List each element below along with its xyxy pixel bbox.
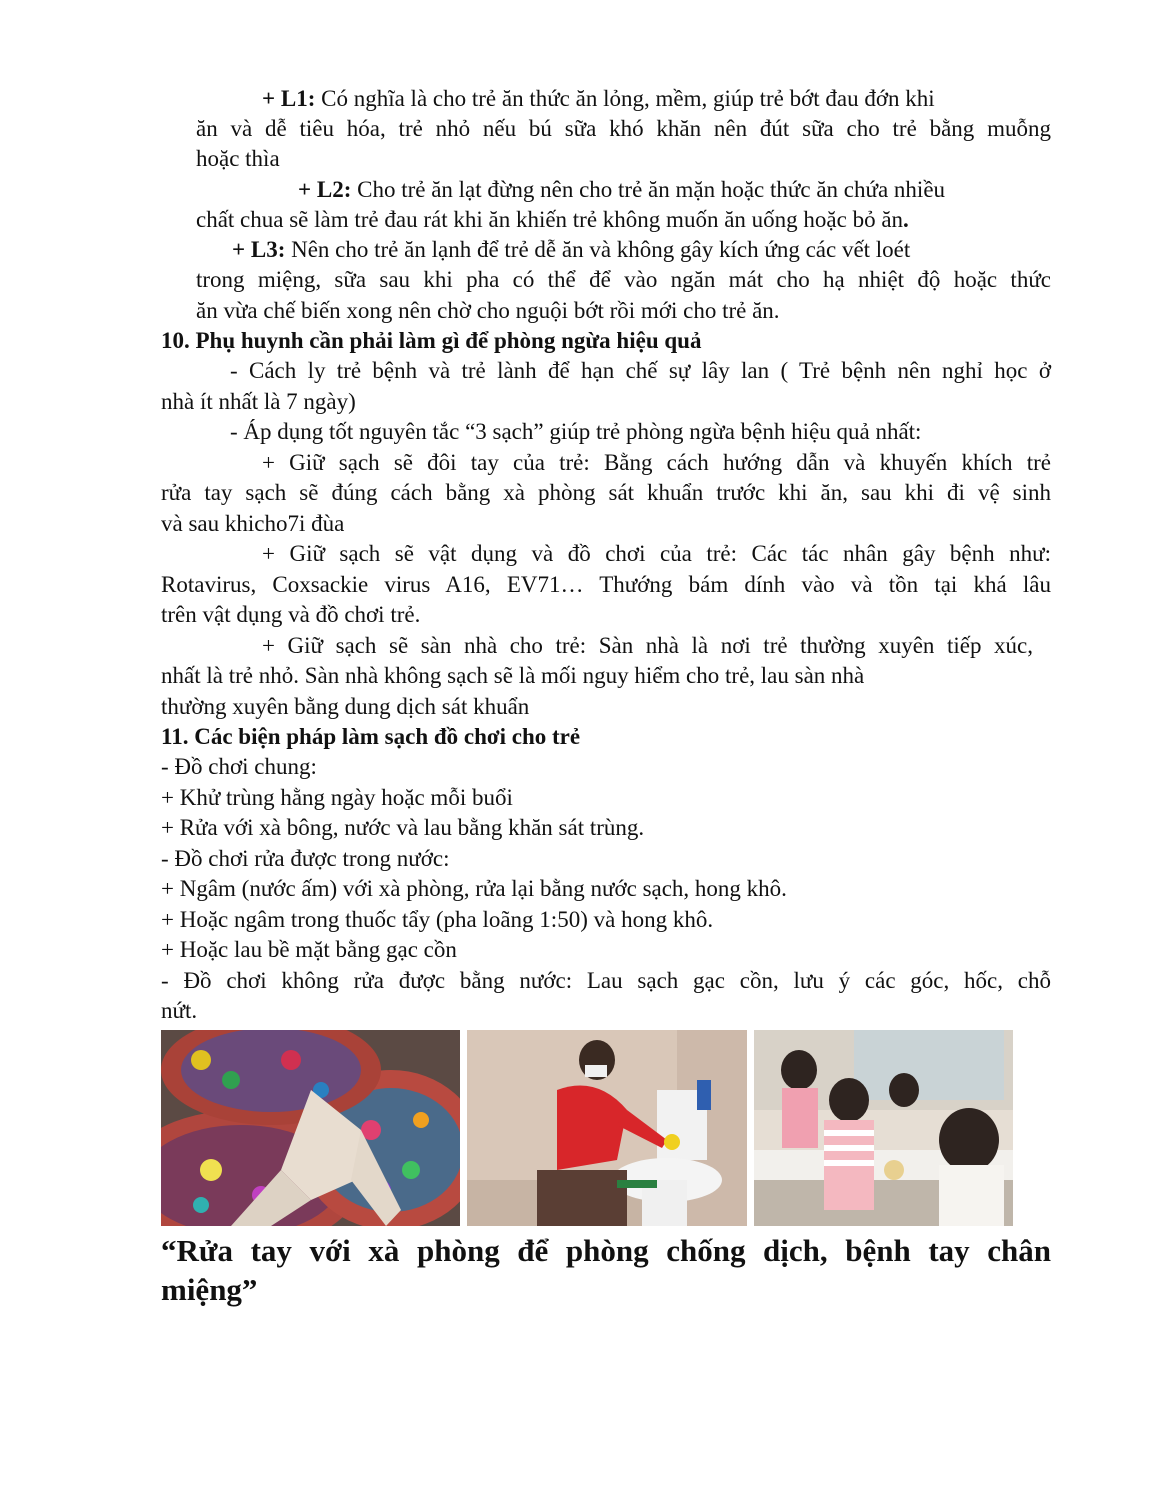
section-10-heading: 10. Phụ huynh cần phải làm gì để phòng ngừa hiệu quả bbox=[161, 328, 702, 353]
l3-line-3: ăn vừa chế biến xong nên chờ cho nguội bớt rồi mới cho trẻ ăn. bbox=[196, 298, 780, 323]
s10-p3-line-3: và sau khicho7i đùa bbox=[161, 511, 345, 536]
l2-line-1: + L2: Cho trẻ ăn lạt đừng nên cho trẻ ăn mặn hoặc thức ăn chứa nhiều bbox=[298, 177, 946, 202]
s10-p1-line-1: - Cách ly trẻ bệnh và trẻ lành để hạn chế sự lây lan ( Trẻ bệnh nên nghỉ học ở bbox=[230, 358, 1051, 383]
section-11-heading: 11. Các biện pháp làm sạch đồ chơi cho trẻ bbox=[161, 724, 581, 749]
l1-line-3: hoặc thìa bbox=[196, 146, 280, 171]
s11-line: + Rửa với xà bông, nước và lau bằng khăn sát trùng. bbox=[161, 815, 645, 840]
s10-p4-line-3: trên vật dụng và đồ chơi trẻ. bbox=[161, 602, 421, 627]
toy-washing-photo bbox=[161, 1030, 460, 1226]
s11-line: + Hoặc ngâm trong thuốc tẩy (pha loãng 1:50) và hong khô. bbox=[161, 907, 714, 932]
toilet-cleaning-photo bbox=[467, 1030, 747, 1226]
l3-line-2: trong miệng, sữa sau khi pha có thể để vào ngăn mát cho hạ nhiệt độ hoặc thức bbox=[196, 267, 1051, 292]
s10-p4-line-2: Rotavirus, Coxsackie virus A16, EV71… Thướng bám dính vào và tồn tại khá lâu bbox=[161, 572, 1051, 597]
s11-line: + Khử trùng hằng ngày hoặc mỗi buổi bbox=[161, 785, 513, 810]
l2-line-2: chất chua sẽ làm trẻ đau rát khi ăn khiến trẻ không muốn ăn uống hoặc bỏ ăn. bbox=[196, 207, 909, 232]
caption-line-2: miệng” bbox=[161, 1272, 258, 1307]
s10-p5-line-2: nhất là trẻ nhỏ. Sàn nhà không sạch sẽ là mối nguy hiểm cho trẻ, lau sàn nhà bbox=[161, 663, 865, 688]
s10-p3-line-1: + Giữ sạch sẽ đôi tay của trẻ: Bằng cách hướng dẫn và khuyến khích trẻ bbox=[262, 450, 1051, 475]
s10-p1-line-2: nhà ít nhất là 7 ngày) bbox=[161, 389, 356, 414]
s11-last-line-2: nứt. bbox=[161, 998, 198, 1023]
s10-p2-line-1: - Áp dụng tốt nguyên tắc “3 sạch” giúp trẻ phòng ngừa bệnh hiệu quả nhất: bbox=[230, 419, 922, 444]
s11-line: - Đồ chơi chung: bbox=[161, 754, 317, 779]
l1-label: + L1: bbox=[262, 86, 316, 111]
s11-last-line-1: - Đồ chơi không rửa được bằng nước: Lau sạch gạc cồn, lưu ý các góc, hốc, chỗ bbox=[161, 968, 1051, 993]
l1-line-2: ăn và dễ tiêu hóa, trẻ nhỏ nếu bú sữa khó khăn nên đút sữa cho trẻ bằng muỗng bbox=[196, 116, 1051, 141]
s10-p5-line-1: + Giữ sạch sẽ sàn nhà cho trẻ: Sàn nhà là nơi trẻ thường xuyên tiếp xúc, bbox=[262, 633, 1033, 658]
l3-line-1: + L3: Nên cho trẻ ăn lạnh để trẻ dễ ăn và không gây kích ứng các vết loét bbox=[232, 237, 911, 262]
caption-line-1: “Rửa tay với xà phòng để phòng chống dịch, bệnh tay chân bbox=[161, 1233, 1051, 1268]
s11-line: + Hoặc lau bề mặt bằng gạc cồn bbox=[161, 937, 457, 962]
l3-label: + L3: bbox=[232, 237, 286, 262]
s10-p5-line-3: thường xuyên bằng dung dịch sát khuẩn bbox=[161, 694, 530, 719]
s10-p3-line-2: rửa tay sạch sẽ đúng cách bằng xà phòng sát khuẩn trước khi ăn, sau khi đi vệ sinh bbox=[161, 480, 1051, 505]
s11-line: - Đồ chơi rửa được trong nước: bbox=[161, 846, 450, 871]
l1-line-1: + L1: Có nghĩa là cho trẻ ăn thức ăn lỏng, mềm, giúp trẻ bớt đau đớn khi bbox=[262, 86, 935, 111]
l2-label: + L2: bbox=[298, 177, 352, 202]
s10-p4-line-1: + Giữ sạch sẽ vật dụng và đồ chơi của trẻ: Các tác nhân gây bệnh như: bbox=[262, 541, 1051, 566]
children-handwashing-photo bbox=[754, 1030, 1013, 1226]
s11-line: + Ngâm (nước ấm) với xà phòng, rửa lại bằng nước sạch, hong khô. bbox=[161, 876, 787, 901]
